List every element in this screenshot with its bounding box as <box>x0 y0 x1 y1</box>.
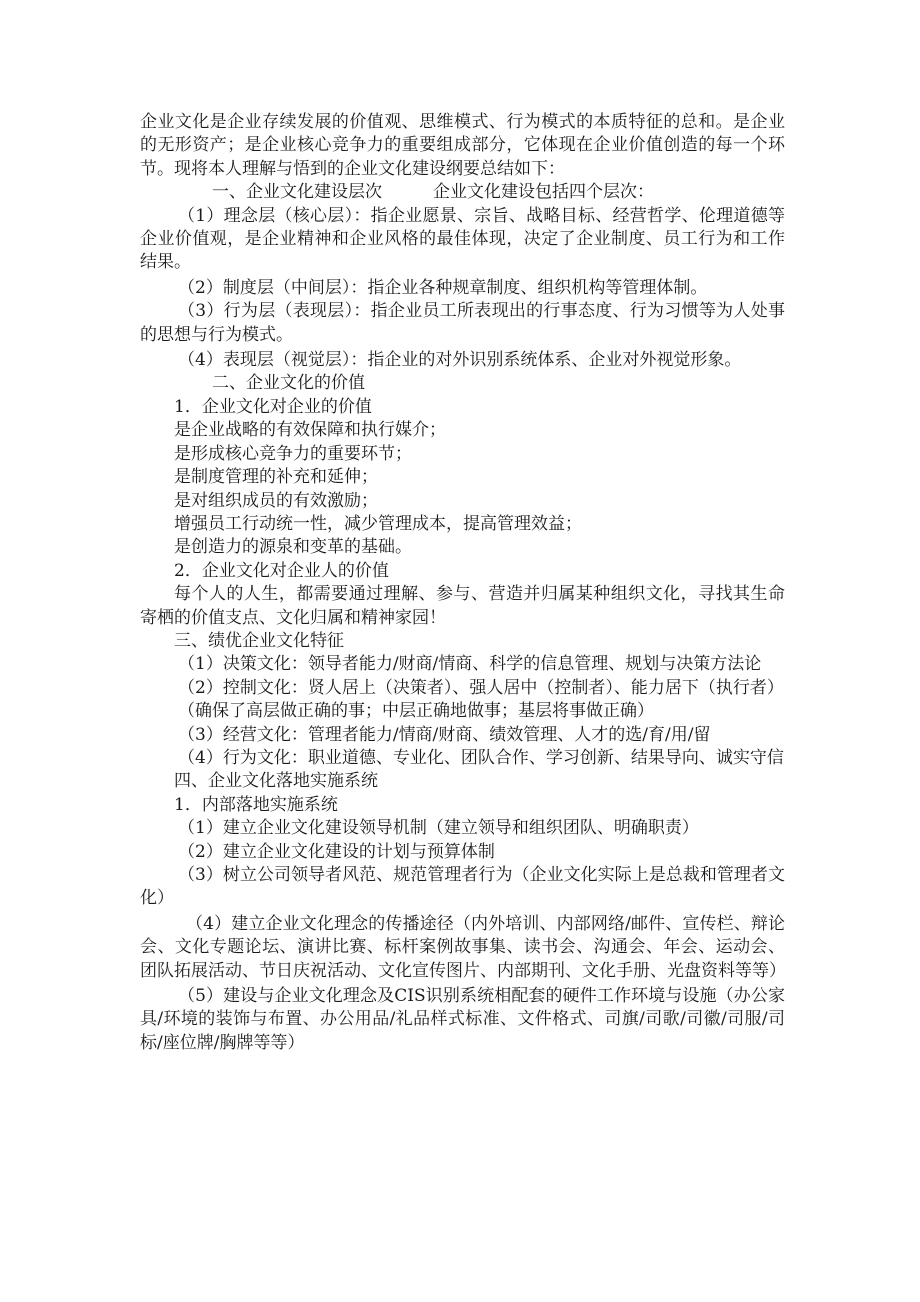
section-heading-3: 三、绩优企业文化特征 <box>174 630 344 651</box>
list-item-behavior-culture: （4）行为文化：职业道德、专业化、团队合作、学习创新、结果导向、诚实守信 <box>178 747 784 768</box>
list-item-system-4: （4）建立企业文化理念的传播途径（内外培训、内部网络/邮件、宣传栏、辩论会、文化专题论坛、演讲比赛、标杆案例故事集、读书会、沟通会、年会、运动会、团队拓展活动、节日庆祝活动、文化宣传图片、内部期刊、文化手册、光盘资料等等） <box>140 913 786 981</box>
list-item-value-3: 是制度管理的补充和延伸； <box>174 467 378 488</box>
section-heading-1: 一、企业文化建设层次 企业文化建设包括四个层次： <box>212 182 654 203</box>
list-item-layer-3: （3）行为层（表现层）：指企业员工所表现出的行事态度、行为习惯等为人处事的思想与行为模式。 <box>140 301 785 345</box>
list-item-layer-1: （1）理念层（核心层）：指企业愿景、宗旨、战略目标、经营哲学、伦理道德等企业价值观，是企业精神和企业风格的最佳体现，决定了企业制度、员工行为和工作结果。 <box>140 205 785 273</box>
intro-paragraph: 企业文化是企业存续发展的价值观、思维模式、行为模式的本质特征的总和。是企业的无形资产；是企业核心竞争力的重要组成部分，它体现在企业价值创造的每一个环节。现将本人理解与悟到的企业文化建设纲要总结如下： <box>140 112 785 179</box>
list-item-system-2: （2）建立企业文化建设的计划与预算体制 <box>178 841 495 862</box>
subheading-value-to-enterprise: 1．企业文化对企业的价值 <box>174 396 372 417</box>
list-item-decision-culture: （1）决策文化：领导者能力/财商/情商、科学的信息管理、规划与决策方法论 <box>178 654 762 675</box>
section-heading-2: 二、企业文化的价值 <box>212 373 365 394</box>
list-item-value-2: 是形成核心竞争力的重要环节； <box>174 443 412 464</box>
paragraph-value-to-people: 每个人的人生，都需要通过理解、参与、营造并归属某种组织文化，寻找其生命寄栖的价值支点、文化归属和精神家园！ <box>140 584 785 628</box>
document-body <box>140 111 785 1055</box>
list-item-system-3: （3）树立公司领导者风范、规范管理者行为（企业文化实际上是总裁和管理者文化） <box>140 865 785 909</box>
list-item-value-5: 增强员工行动统一性，减少管理成本，提高管理效益； <box>174 513 582 534</box>
list-item-value-6: 是创造力的源泉和变革的基础。 <box>174 537 412 558</box>
subheading-internal-system: 1．内部落地实施系统 <box>174 794 338 815</box>
list-item-system-5: （5）建设与企业文化理念及CIS识别系统相配套的硬件工作环境与设施（办公家具/环境的装饰与布置、办公用品/礼品样式标准、文件格式、司旗/司歌/司徽/司服/司标/座位牌/胸牌等等） <box>140 986 785 1053</box>
list-item-layer-4: （4）表现层（视觉层）：指企业的对外识别系统体系、企业对外视觉形象。 <box>178 350 742 371</box>
list-item-business-culture: （3）经营文化：管理者能力/情商/财商、绩效管理、人才的选/育/用/留 <box>178 724 711 745</box>
subheading-value-to-people: 2．企业文化对企业人的价值 <box>174 560 389 581</box>
note-control-culture: （确保了高层做正确的事；中层正确地做事；基层将事做正确） <box>178 701 654 722</box>
list-item-system-1: （1）建立企业文化建设领导机制（建立领导和组织团队、明确职责） <box>178 818 699 839</box>
list-item-control-culture: （2）控制文化：贤人居上（决策者）、强人居中（控制者）、能力居下（执行者） <box>178 677 784 698</box>
list-item-value-1: 是企业战略的有效保障和执行媒介； <box>174 420 446 441</box>
list-item-layer-2: （2）制度层（中间层）：指企业各种规章制度、组织机构等管理体制。 <box>178 277 708 298</box>
list-item-value-4: 是对组织成员的有效激励； <box>174 490 378 511</box>
section-heading-4: 四、企业文化落地实施系统 <box>174 771 378 792</box>
